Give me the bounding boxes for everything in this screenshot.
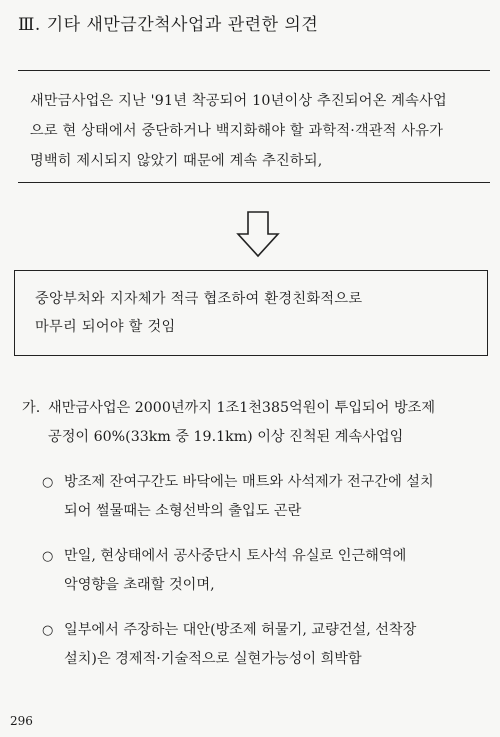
conclusion-box [14,270,488,356]
top-divider [18,70,490,71]
circle-bullet-icon: ○ [42,623,54,638]
bullet-item [42,468,492,526]
bullet-line: 되어 썰물때는 소형선박의 출입도 곤란 [64,503,302,519]
bottom-divider [18,182,490,183]
conclusion-line: 마무리 되어야 할 것임 [35,319,176,335]
bullet-line: 일부에서 주장하는 대안(방조제 허물기, 교량건설, 선착장 [64,622,417,638]
summary-line: 으로 현 상태에서 중단하거나 백지화해야 할 과학적·객관적 사유가 [30,123,444,139]
conclusion-line: 중앙부처와 지자체가 적극 협조하여 환경친화적으로 [35,291,363,307]
section-heading: Ⅲ. 기타 새만금간척사업과 관련한 의견 [18,15,319,35]
page-number: 296 [10,714,33,728]
bullet-line: 방조제 잔여구간도 바닥에는 매트와 사석제가 전구간에 설치 [64,474,434,490]
summary-line: 명백히 제시되지 않았기 때문에 계속 추진하되, [30,153,323,169]
circle-bullet-icon: ○ [42,475,54,490]
detail-section [22,394,492,674]
circle-bullet-icon: ○ [42,549,54,564]
summary-paragraph [30,86,488,176]
bullet-line: 설치)은 경제적·기술적으로 실현가능성이 희박함 [64,651,362,667]
summary-line: 새만금사업은 지난 '91년 착공되어 10년이상 추진되어온 계속사업 [30,93,447,109]
bullet-line: 악영향을 초래할 것이며, [64,577,215,593]
main-item [22,394,492,452]
down-arrow-icon [236,210,280,258]
bullet-item [42,542,492,600]
main-item-line: 새만금사업은 2000년까지 1조1천385억원이 투입되어 방조제 [48,400,436,416]
bullet-line: 만일, 현상태에서 공사중단시 토사석 유실로 인근해역에 [64,548,407,564]
item-marker: 가. [22,400,41,416]
conclusion-text [35,285,362,341]
bullet-item [42,616,492,674]
main-item-line: 공정이 60%(33km 중 19.1km) 이상 진척된 계속사업임 [48,429,404,445]
